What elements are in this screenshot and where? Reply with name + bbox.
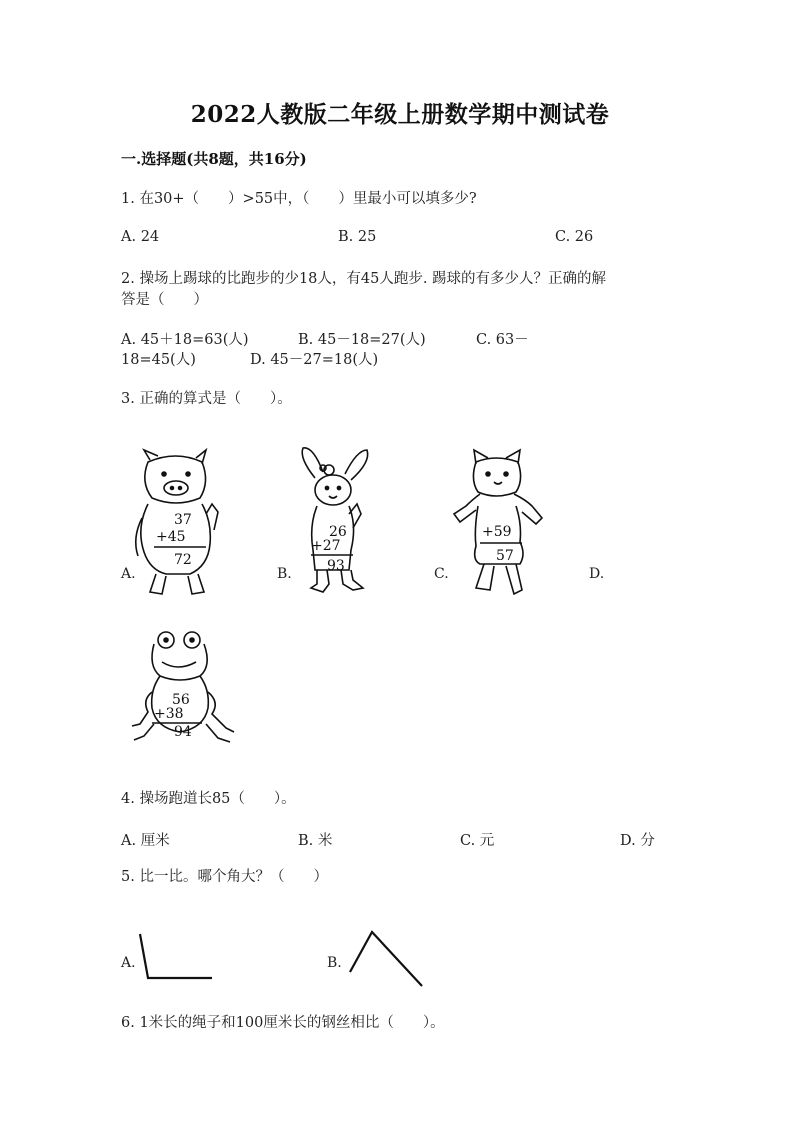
frog-addend-2: +38 <box>154 706 184 722</box>
cat-figure <box>450 450 546 602</box>
page-title: 2022人教版二年级上册数学期中测试卷 <box>190 101 610 128</box>
rabbit-figure <box>295 444 375 600</box>
q4-option-b[interactable]: B. 米 <box>298 833 333 849</box>
q3-label-b[interactable]: B. <box>277 566 292 582</box>
section-heading: 一.选择题(共8题，共16分) <box>121 150 307 168</box>
frog-figure <box>130 628 238 744</box>
q3-label-c[interactable]: C. <box>434 566 449 582</box>
q2-option-c-cont[interactable]: 18=45(人) <box>121 352 196 368</box>
rabbit-addend-2: +27 <box>311 538 341 554</box>
pig-addend-2: +45 <box>156 529 186 545</box>
question-5-stem: 5. 比一比。哪个角大？（ ） <box>121 869 328 885</box>
pig-result: 72 <box>174 552 192 568</box>
q2-option-b[interactable]: B. 45－18=27(人) <box>298 332 426 348</box>
question-1-stem: 1. 在30+（ ）>55中，（ ）里最小可以填多少? <box>121 191 477 207</box>
q2-option-a[interactable]: A. 45＋18=63(人) <box>121 332 249 348</box>
frog-result: 94 <box>174 724 192 740</box>
angle-a-figure <box>136 930 216 982</box>
q5-label-a[interactable]: A. <box>121 955 136 971</box>
cat-result: 57 <box>496 548 514 564</box>
q2-option-d[interactable]: D. 45－27=18(人) <box>250 352 379 368</box>
frog-addend-1: 56 <box>172 692 190 708</box>
q4-option-a[interactable]: A. 厘米 <box>121 833 170 849</box>
rabbit-result: 93 <box>327 558 345 574</box>
q2-option-c[interactable]: C. 63－ <box>476 332 529 348</box>
cat-addend: +59 <box>482 524 512 540</box>
question-4-stem: 4. 操场跑道长85（ ）。 <box>121 791 296 807</box>
pig-addend-1: 37 <box>174 512 192 528</box>
angle-b-figure <box>344 928 428 988</box>
q4-option-d[interactable]: D. 分 <box>620 833 655 849</box>
q5-label-b[interactable]: B. <box>327 955 342 971</box>
rabbit-addend-1: 26 <box>329 524 347 540</box>
q1-option-b[interactable]: B. 25 <box>338 229 377 245</box>
q4-option-c[interactable]: C. 元 <box>460 833 495 849</box>
question-6-stem: 6. 1米长的绳子和100厘米长的钢丝相比（ ）。 <box>121 1015 445 1031</box>
question-2-stem-line2: 答是（ ） <box>121 292 208 308</box>
question-2-stem-line1: 2. 操场上踢球的比跑步的少18人，有45人跑步. 踢球的有多少人？正确的解 <box>121 271 607 287</box>
q3-label-a[interactable]: A. <box>121 566 136 582</box>
question-3-stem: 3. 正确的算式是（ ）。 <box>121 391 292 407</box>
q1-option-c[interactable]: C. 26 <box>555 229 594 245</box>
q3-label-d[interactable]: D. <box>589 566 605 582</box>
q1-option-a[interactable]: A. 24 <box>121 229 160 245</box>
pig-figure <box>128 448 224 600</box>
